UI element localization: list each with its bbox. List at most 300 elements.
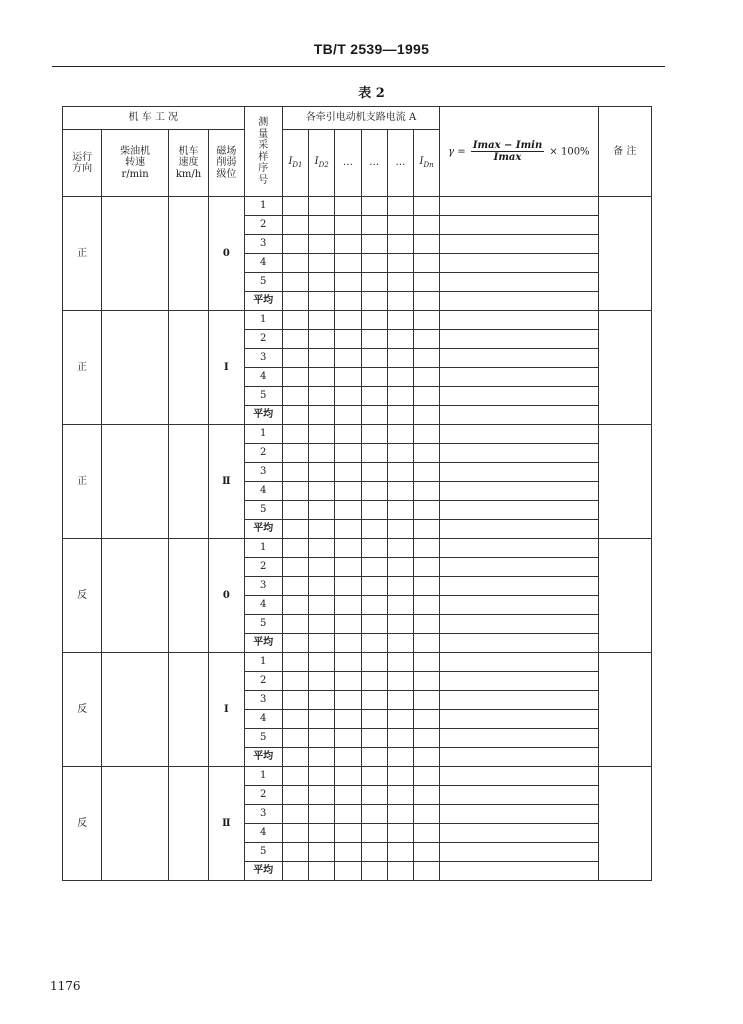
current-value-cell xyxy=(309,615,335,634)
gamma-value-cell xyxy=(440,292,598,311)
sample-number-cell: 5 xyxy=(244,387,282,406)
current-value-cell xyxy=(282,463,308,482)
current-value-cell xyxy=(335,824,361,843)
current-value-cell xyxy=(335,463,361,482)
remarks-cell xyxy=(598,311,652,425)
gamma-value-cell xyxy=(440,501,598,520)
current-value-cell xyxy=(413,862,439,881)
current-value-cell xyxy=(361,292,387,311)
current-value-cell xyxy=(387,444,413,463)
remarks-cell xyxy=(598,425,652,539)
current-value-cell xyxy=(361,824,387,843)
gamma-value-cell xyxy=(440,273,598,292)
diesel-speed-cell xyxy=(102,653,169,767)
current-value-cell xyxy=(361,273,387,292)
current-value-cell xyxy=(335,444,361,463)
current-value-cell xyxy=(309,330,335,349)
gamma-value-cell xyxy=(440,862,598,881)
current-value-cell xyxy=(361,843,387,862)
diesel-speed-cell xyxy=(102,197,169,311)
current-value-cell xyxy=(335,254,361,273)
current-value-cell xyxy=(335,235,361,254)
current-value-cell xyxy=(387,501,413,520)
current-value-cell xyxy=(387,235,413,254)
current-value-cell xyxy=(361,501,387,520)
loco-speed-cell xyxy=(168,311,208,425)
table-row xyxy=(63,767,652,786)
current-value-cell xyxy=(387,387,413,406)
remarks-cell xyxy=(598,653,652,767)
current-value-cell xyxy=(413,691,439,710)
current-value-cell xyxy=(282,425,308,444)
sample-number-cell: 平均 xyxy=(244,862,282,881)
current-value-cell xyxy=(282,862,308,881)
current-value-cell xyxy=(309,425,335,444)
current-value-cell xyxy=(282,216,308,235)
current-value-cell xyxy=(413,368,439,387)
table-row xyxy=(63,311,652,330)
gamma-value-cell xyxy=(440,805,598,824)
sample-number-cell: 3 xyxy=(244,463,282,482)
current-value-cell xyxy=(309,729,335,748)
gamma-value-cell xyxy=(440,748,598,767)
current-value-cell xyxy=(309,710,335,729)
sample-number-cell: 5 xyxy=(244,843,282,862)
current-value-cell xyxy=(387,292,413,311)
sample-number-cell: 平均 xyxy=(244,748,282,767)
current-value-cell xyxy=(282,254,308,273)
sample-number-cell: 5 xyxy=(244,729,282,748)
current-value-cell xyxy=(413,197,439,216)
current-value-cell xyxy=(387,577,413,596)
diesel-speed-header: 柴油机 转速 r/min xyxy=(102,130,169,197)
sample-number-cell: 平均 xyxy=(244,634,282,653)
current-value-cell xyxy=(282,330,308,349)
gamma-value-cell xyxy=(440,596,598,615)
current-value-cell xyxy=(335,501,361,520)
sample-number-cell: 2 xyxy=(244,444,282,463)
current-value-cell xyxy=(335,615,361,634)
current-value-cell xyxy=(413,349,439,368)
gamma-value-cell xyxy=(440,311,598,330)
sample-number-cell: 平均 xyxy=(244,292,282,311)
current-value-cell xyxy=(413,463,439,482)
remarks-cell xyxy=(598,197,652,311)
gamma-value-cell xyxy=(440,197,598,216)
current-value-cell xyxy=(413,254,439,273)
current-value-cell xyxy=(282,634,308,653)
current-value-cell xyxy=(387,368,413,387)
current-value-cell xyxy=(309,577,335,596)
gamma-value-cell xyxy=(440,254,598,273)
loco-speed-cell xyxy=(168,425,208,539)
current-value-cell xyxy=(335,330,361,349)
current-value-cell xyxy=(361,254,387,273)
gamma-value-cell xyxy=(440,672,598,691)
data-table xyxy=(62,106,652,881)
current-value-cell xyxy=(309,292,335,311)
sample-number-cell: 平均 xyxy=(244,520,282,539)
current-value-cell xyxy=(413,729,439,748)
current-value-cell xyxy=(282,501,308,520)
gamma-value-cell xyxy=(440,425,598,444)
current-value-cell xyxy=(282,615,308,634)
current-value-cell xyxy=(361,615,387,634)
current-value-cell xyxy=(361,653,387,672)
current-value-cell xyxy=(335,387,361,406)
current-value-cell xyxy=(413,577,439,596)
current-value-cell xyxy=(309,254,335,273)
current-value-cell xyxy=(309,482,335,501)
sample-number-cell: 2 xyxy=(244,216,282,235)
current-value-cell xyxy=(413,273,439,292)
sample-number-cell: 4 xyxy=(244,596,282,615)
current-value-cell xyxy=(335,805,361,824)
current-value-cell xyxy=(387,824,413,843)
current-value-cell xyxy=(309,235,335,254)
current-value-cell xyxy=(309,311,335,330)
sample-number-cell: 1 xyxy=(244,539,282,558)
current-value-cell xyxy=(335,520,361,539)
gamma-value-cell xyxy=(440,216,598,235)
current-value-cell xyxy=(413,596,439,615)
remarks-cell xyxy=(598,539,652,653)
current-value-cell xyxy=(309,767,335,786)
current-value-cell xyxy=(335,710,361,729)
current-col-header: … xyxy=(335,130,361,197)
current-value-cell xyxy=(387,558,413,577)
branch-current-header: 各牵引电动机支路电流 A xyxy=(282,107,439,130)
sample-number-cell: 1 xyxy=(244,197,282,216)
sample-number-cell: 5 xyxy=(244,273,282,292)
current-value-cell xyxy=(361,748,387,767)
current-value-cell xyxy=(413,311,439,330)
current-value-cell xyxy=(387,463,413,482)
current-value-cell xyxy=(387,482,413,501)
header-rule xyxy=(52,66,665,67)
current-value-cell xyxy=(282,577,308,596)
current-value-cell xyxy=(361,387,387,406)
current-value-cell xyxy=(413,843,439,862)
loco-speed-cell xyxy=(168,767,208,881)
gamma-value-cell xyxy=(440,406,598,425)
sample-number-cell: 5 xyxy=(244,501,282,520)
current-value-cell xyxy=(413,330,439,349)
current-value-cell xyxy=(335,539,361,558)
diesel-speed-cell xyxy=(102,767,169,881)
current-value-cell xyxy=(413,748,439,767)
sample-number-cell: 3 xyxy=(244,691,282,710)
current-value-cell xyxy=(361,216,387,235)
field-weakening-header: 磁场 削弱 级位 xyxy=(209,130,244,197)
current-value-cell xyxy=(413,767,439,786)
table-row xyxy=(63,539,652,558)
current-value-cell xyxy=(413,387,439,406)
current-value-cell xyxy=(387,273,413,292)
current-value-cell xyxy=(361,311,387,330)
sample-number-cell: 1 xyxy=(244,311,282,330)
loco-speed-cell xyxy=(168,539,208,653)
current-value-cell xyxy=(282,558,308,577)
current-value-cell xyxy=(361,786,387,805)
sample-number-cell: 4 xyxy=(244,824,282,843)
current-value-cell xyxy=(309,672,335,691)
current-value-cell xyxy=(282,482,308,501)
current-value-cell xyxy=(282,710,308,729)
direction-header: 运行 方向 xyxy=(63,130,102,197)
sample-number-cell: 2 xyxy=(244,672,282,691)
current-value-cell xyxy=(387,330,413,349)
current-value-cell xyxy=(387,805,413,824)
current-value-cell xyxy=(413,539,439,558)
current-value-cell xyxy=(387,520,413,539)
current-value-cell xyxy=(335,653,361,672)
table-row xyxy=(63,653,652,672)
loco-speed-header: 机车 速度 km/h xyxy=(168,130,208,197)
current-value-cell xyxy=(361,577,387,596)
current-value-cell xyxy=(282,824,308,843)
field-level-cell: 0 xyxy=(209,539,244,653)
current-value-cell xyxy=(282,444,308,463)
current-value-cell xyxy=(335,349,361,368)
formula-numerator: Imax − Imin xyxy=(472,139,543,151)
current-value-cell xyxy=(361,862,387,881)
current-value-cell xyxy=(361,691,387,710)
current-value-cell xyxy=(387,767,413,786)
field-level-cell: Ⅱ xyxy=(209,767,244,881)
current-value-cell xyxy=(282,729,308,748)
current-value-cell xyxy=(387,197,413,216)
current-value-cell xyxy=(335,577,361,596)
current-value-cell xyxy=(309,216,335,235)
current-value-cell xyxy=(335,672,361,691)
current-value-cell xyxy=(309,197,335,216)
current-value-cell xyxy=(413,292,439,311)
gamma-value-cell xyxy=(440,558,598,577)
standard-number: TB/T 2539—1995 xyxy=(313,41,430,57)
current-value-cell xyxy=(361,539,387,558)
gamma-value-cell xyxy=(440,349,598,368)
current-value-cell xyxy=(387,710,413,729)
current-value-cell xyxy=(361,197,387,216)
current-value-cell xyxy=(361,444,387,463)
gamma-value-cell xyxy=(440,387,598,406)
field-level-cell: 0 xyxy=(209,197,244,311)
current-value-cell xyxy=(335,729,361,748)
direction-cell: 反 xyxy=(63,767,102,881)
current-value-cell xyxy=(309,653,335,672)
current-value-cell xyxy=(413,482,439,501)
current-value-cell xyxy=(387,406,413,425)
gamma-value-cell xyxy=(440,235,598,254)
sample-number-cell: 1 xyxy=(244,425,282,444)
current-value-cell xyxy=(361,805,387,824)
loco-speed-cell xyxy=(168,197,208,311)
current-value-cell xyxy=(309,501,335,520)
current-value-cell xyxy=(387,596,413,615)
table-caption: 表 2 xyxy=(358,86,385,101)
field-level-cell: Ⅰ xyxy=(209,653,244,767)
current-value-cell xyxy=(335,292,361,311)
current-value-cell xyxy=(282,691,308,710)
current-value-cell xyxy=(413,786,439,805)
current-value-cell xyxy=(361,558,387,577)
current-value-cell xyxy=(335,311,361,330)
formula-denominator: Imax xyxy=(493,152,522,163)
remarks-cell xyxy=(598,767,652,881)
current-value-cell xyxy=(387,311,413,330)
current-value-cell xyxy=(413,425,439,444)
current-value-cell xyxy=(413,520,439,539)
current-value-cell xyxy=(361,406,387,425)
current-value-cell xyxy=(387,216,413,235)
sample-number-cell: 1 xyxy=(244,653,282,672)
current-value-cell xyxy=(282,349,308,368)
current-value-cell xyxy=(309,463,335,482)
current-value-cell xyxy=(335,406,361,425)
field-level-cell: Ⅰ xyxy=(209,311,244,425)
sample-number-cell: 3 xyxy=(244,577,282,596)
current-value-cell xyxy=(387,349,413,368)
sample-number-cell: 4 xyxy=(244,368,282,387)
sample-number-cell: 4 xyxy=(244,254,282,273)
gamma-value-cell xyxy=(440,786,598,805)
current-value-cell xyxy=(309,634,335,653)
current-value-cell xyxy=(309,805,335,824)
gamma-value-cell xyxy=(440,710,598,729)
current-value-cell xyxy=(282,406,308,425)
diesel-speed-cell xyxy=(102,311,169,425)
current-value-cell xyxy=(335,843,361,862)
current-value-cell xyxy=(282,368,308,387)
current-value-cell xyxy=(309,520,335,539)
gamma-value-cell xyxy=(440,767,598,786)
current-value-cell xyxy=(335,558,361,577)
current-value-cell xyxy=(335,691,361,710)
current-value-cell xyxy=(361,482,387,501)
table-row xyxy=(63,425,652,444)
sample-number-cell: 1 xyxy=(244,767,282,786)
diesel-speed-cell xyxy=(102,539,169,653)
current-col-header: $I_{Dn}$ xyxy=(413,130,439,197)
current-value-cell xyxy=(335,786,361,805)
current-value-cell xyxy=(361,672,387,691)
current-col-header: $I_{D1}$ xyxy=(282,130,308,197)
sample-number-cell: 2 xyxy=(244,558,282,577)
gamma-value-cell xyxy=(440,482,598,501)
sample-number-cell: 2 xyxy=(244,330,282,349)
current-value-cell xyxy=(282,292,308,311)
current-value-cell xyxy=(387,843,413,862)
current-value-cell xyxy=(335,767,361,786)
current-value-cell xyxy=(413,710,439,729)
current-value-cell xyxy=(387,539,413,558)
page-number: 1176 xyxy=(50,979,81,993)
current-value-cell xyxy=(361,729,387,748)
direction-cell: 反 xyxy=(63,653,102,767)
current-value-cell xyxy=(309,824,335,843)
current-value-cell xyxy=(309,843,335,862)
current-value-cell xyxy=(387,729,413,748)
current-value-cell xyxy=(282,843,308,862)
current-value-cell xyxy=(282,653,308,672)
gamma-value-cell xyxy=(440,520,598,539)
current-value-cell xyxy=(335,634,361,653)
direction-cell: 反 xyxy=(63,539,102,653)
current-value-cell xyxy=(282,520,308,539)
current-value-cell xyxy=(413,653,439,672)
gamma-value-cell xyxy=(440,634,598,653)
sample-number-cell: 4 xyxy=(244,482,282,501)
current-value-cell xyxy=(413,558,439,577)
locomotive-condition-header: 机 车 工 况 xyxy=(63,107,245,130)
remarks-header: 备 注 xyxy=(598,107,652,197)
current-value-cell xyxy=(309,862,335,881)
gamma-formula-header xyxy=(440,107,598,197)
current-value-cell xyxy=(387,748,413,767)
current-value-cell xyxy=(282,197,308,216)
current-value-cell xyxy=(282,387,308,406)
gamma-value-cell xyxy=(440,824,598,843)
gamma-value-cell xyxy=(440,691,598,710)
gamma-value-cell xyxy=(440,615,598,634)
current-value-cell xyxy=(413,672,439,691)
current-value-cell xyxy=(282,539,308,558)
current-value-cell xyxy=(361,349,387,368)
current-value-cell xyxy=(309,539,335,558)
formula-lhs: γ = xyxy=(448,146,466,157)
sample-number-cell: 3 xyxy=(244,805,282,824)
current-col-header: $I_{D2}$ xyxy=(309,130,335,197)
current-value-cell xyxy=(387,862,413,881)
current-value-cell xyxy=(361,425,387,444)
current-value-cell xyxy=(309,349,335,368)
current-value-cell xyxy=(309,558,335,577)
current-value-cell xyxy=(335,862,361,881)
current-value-cell xyxy=(309,387,335,406)
current-value-cell xyxy=(335,596,361,615)
current-value-cell xyxy=(387,691,413,710)
formula-tail: × 100% xyxy=(549,146,590,157)
current-value-cell xyxy=(309,691,335,710)
current-value-cell xyxy=(335,273,361,292)
current-value-cell xyxy=(413,805,439,824)
current-value-cell xyxy=(282,672,308,691)
sample-number-cell: 平均 xyxy=(244,406,282,425)
current-value-cell xyxy=(309,596,335,615)
current-value-cell xyxy=(413,444,439,463)
current-value-cell xyxy=(413,501,439,520)
current-value-cell xyxy=(282,786,308,805)
current-col-header: … xyxy=(387,130,413,197)
diesel-speed-cell xyxy=(102,425,169,539)
current-value-cell xyxy=(387,653,413,672)
gamma-value-cell xyxy=(440,444,598,463)
current-value-cell xyxy=(282,767,308,786)
current-value-cell xyxy=(387,634,413,653)
current-value-cell xyxy=(361,634,387,653)
current-value-cell xyxy=(335,748,361,767)
gamma-value-cell xyxy=(440,368,598,387)
current-value-cell xyxy=(282,311,308,330)
direction-cell: 正 xyxy=(63,425,102,539)
gamma-value-cell xyxy=(440,843,598,862)
current-value-cell xyxy=(309,444,335,463)
current-value-cell xyxy=(361,463,387,482)
current-value-cell xyxy=(335,216,361,235)
current-value-cell xyxy=(413,824,439,843)
current-value-cell xyxy=(387,672,413,691)
